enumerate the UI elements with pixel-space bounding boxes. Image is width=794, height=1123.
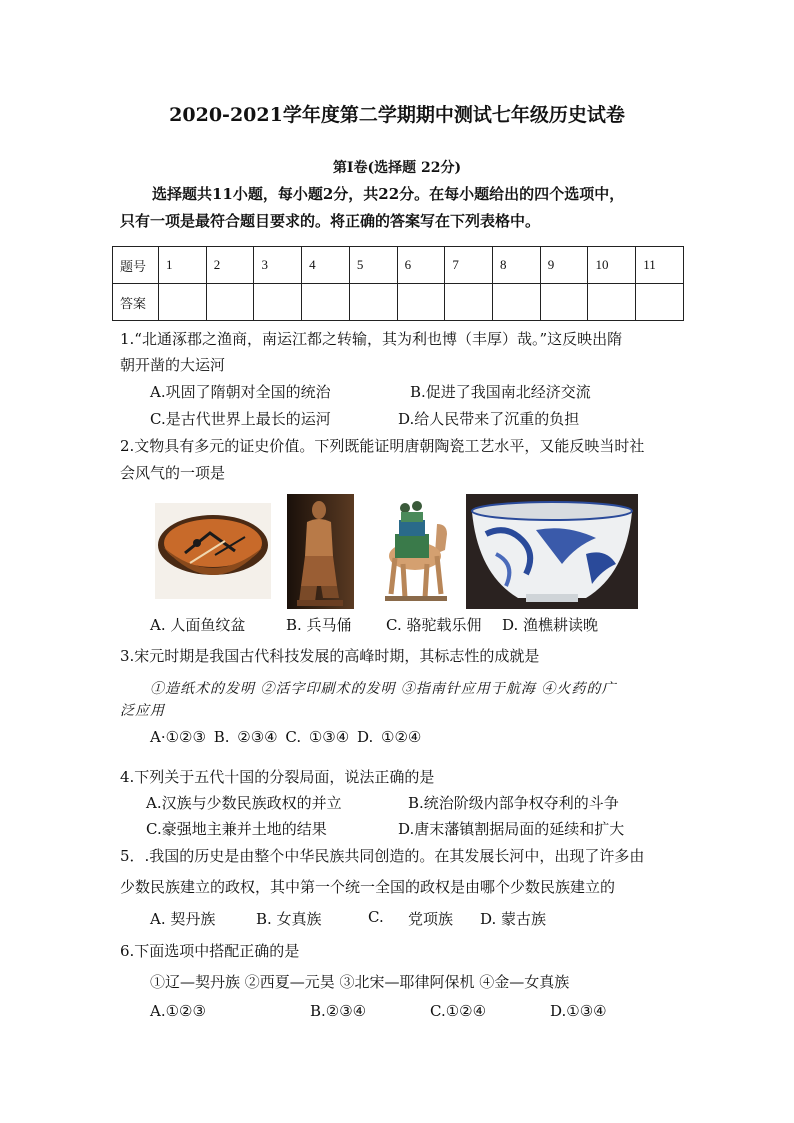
q5-option-d: D. 蒙古族 xyxy=(480,910,547,928)
section-heading: 第Ⅰ卷(选择题 22分) xyxy=(332,160,462,176)
q5-option-b: B. 女真族 xyxy=(256,910,322,928)
answer-cell[interactable] xyxy=(254,284,302,321)
question-number-cell: 2 xyxy=(206,247,254,284)
q6-option-d: D.①③④ xyxy=(550,1002,607,1020)
q3-stem: 3.宋元时期是我国古代科技发展的高峰时期，其标志性的成就是 xyxy=(120,647,540,665)
q1-option-c: C.是古代世界上最长的运河 xyxy=(150,410,331,428)
q1-option-d: D.给人民带来了沉重的负担 xyxy=(398,410,580,428)
q6-stem: 6.下面选项中搭配正确的是 xyxy=(120,942,300,960)
q2-option-c: C. 骆驼载乐佣 xyxy=(386,616,482,634)
answer-cell[interactable] xyxy=(493,284,541,321)
q2-option-a: A. 人面鱼纹盆 xyxy=(150,616,246,634)
question-number-cell: 8 xyxy=(493,247,541,284)
q2-option-b: B. 兵马俑 xyxy=(286,616,352,634)
answer-table-answer-row xyxy=(113,284,684,321)
fish-face-basin-image xyxy=(155,503,271,599)
q4-option-c: C.豪强地主兼并土地的结果 xyxy=(146,820,327,838)
instructions-line-1: 选择题共11小题，每小题2分，共22分。在每小题给出的四个选项中， xyxy=(152,185,625,203)
question-number-cell: 10 xyxy=(588,247,636,284)
q6-option-a: A.①②③ xyxy=(150,1002,206,1020)
q3-items-line-2: 泛应用 xyxy=(120,703,165,719)
blue-white-porcelain-bowl-image xyxy=(466,494,638,609)
q6-option-b: B.②③④ xyxy=(310,1002,367,1020)
q4-option-d: D.唐末藩镇割据局面的延续和扩大 xyxy=(398,820,625,838)
table-label-answer: 答案 xyxy=(113,284,159,321)
q4-option-b: B.统治阶级内部争权夺利的斗争 xyxy=(408,794,619,812)
terracotta-warrior-image xyxy=(287,494,354,609)
q1-stem-line-2: 朝开凿的大运河 xyxy=(120,356,226,374)
q2-stem-line-1: 2.文物具有多元的证史价值。下列既能证明唐朝陶瓷工艺水平，又能反映当时社 xyxy=(120,437,645,455)
question-number-cell: 4 xyxy=(302,247,350,284)
q4-option-a: A.汉族与少数民族政权的并立 xyxy=(146,794,342,812)
answer-cell[interactable] xyxy=(588,284,636,321)
q1-option-a: A.巩固了隋朝对全国的统治 xyxy=(150,383,331,401)
instructions-line-2: 只有一项是最符合题目要求的。将正确的答案写在下列表格中。 xyxy=(120,212,541,230)
q5-option-c-letter: C. xyxy=(368,908,384,926)
q2-stem-line-2: 会风气的一项是 xyxy=(120,464,226,482)
q5-stem-line-2: 少数民族建立的政权，其中第一个统一全国的政权是由哪个少数民族建立的 xyxy=(120,878,616,896)
camel-musicians-figurine-image xyxy=(375,494,457,606)
question-number-cell: 5 xyxy=(349,247,397,284)
answer-cell[interactable] xyxy=(540,284,588,321)
q1-stem-line-1: 1.“北通涿郡之渔商，南运江都之转输，其为利也博（丰厚）哉。”这反映出隋 xyxy=(120,330,623,348)
exam-title: 2020-2021学年度第二学期期中测试七年级历史试卷 xyxy=(169,104,625,126)
answer-cell[interactable] xyxy=(397,284,445,321)
q5-option-a: A. 契丹族 xyxy=(150,910,216,928)
question-number-cell: 7 xyxy=(445,247,493,284)
question-number-cell: 3 xyxy=(254,247,302,284)
q5-stem-line-1: 5．.我国的历史是由整个中华民族共同创造的。在其发展长河中，出现了许多由 xyxy=(120,847,645,865)
question-number-cell: 6 xyxy=(397,247,445,284)
question-number-cell: 1 xyxy=(159,247,207,284)
answer-cell[interactable] xyxy=(159,284,207,321)
answer-cell[interactable] xyxy=(302,284,350,321)
question-number-cell: 11 xyxy=(636,247,684,284)
answer-cell[interactable] xyxy=(206,284,254,321)
q3-options: A·①②③ B. ②③④ C. ①③④ D. ①②④ xyxy=(150,728,422,746)
q6-items: ①辽—契丹族 ②西夏—元昊 ③北宋—耶律阿保机 ④金—女真族 xyxy=(150,973,570,991)
q1-option-b: B.促进了我国南北经济交流 xyxy=(410,383,591,401)
q4-stem: 4.下列关于五代十国的分裂局面，说法正确的是 xyxy=(120,768,435,786)
q6-option-c: C.①②④ xyxy=(430,1002,487,1020)
answer-table-number-row xyxy=(113,247,684,284)
answer-table xyxy=(112,246,684,321)
table-label-number: 题号 xyxy=(113,247,159,284)
answer-cell[interactable] xyxy=(445,284,493,321)
answer-cell[interactable] xyxy=(636,284,684,321)
q2-option-d: D. 渔樵耕读晚 xyxy=(502,616,599,634)
answer-cell[interactable] xyxy=(349,284,397,321)
q5-option-c-text: 党项族 xyxy=(408,910,454,928)
question-number-cell: 9 xyxy=(540,247,588,284)
q3-items-line-1: ①造纸术的发明 ②活字印刷术的发明 ③指南针应用于航海 ④火药的广 xyxy=(150,681,617,697)
